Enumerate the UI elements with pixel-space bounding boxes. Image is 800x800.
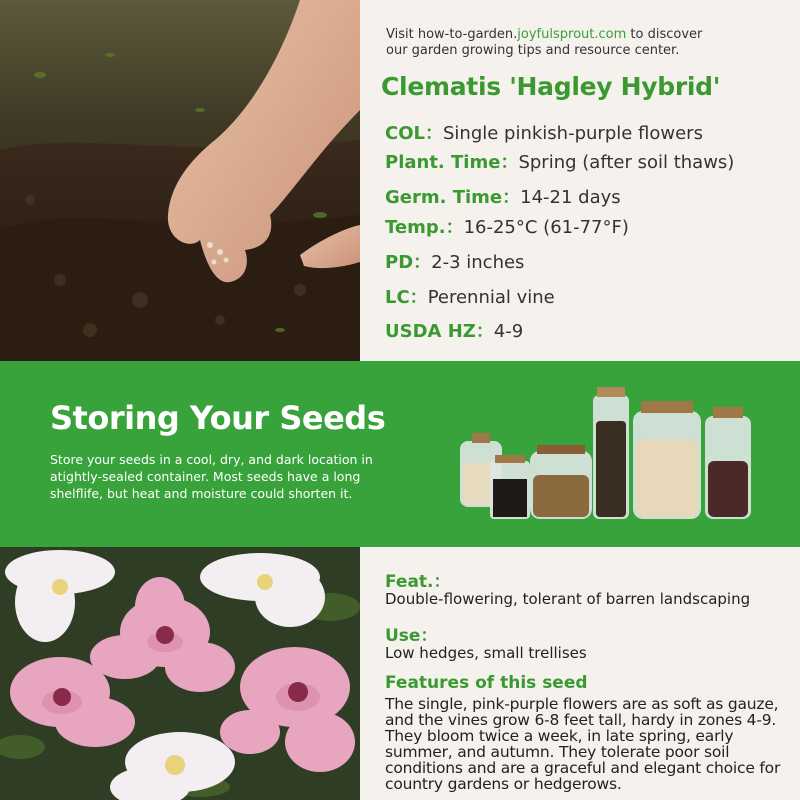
jar-seeds	[596, 421, 626, 517]
spec-label: PD：	[385, 252, 432, 273]
jar-seeds	[493, 479, 527, 517]
jar-cork	[597, 387, 625, 397]
bottom-section	[0, 547, 800, 800]
jar-cork	[472, 433, 490, 443]
use-text: Low hedges, small trellises	[385, 644, 587, 662]
jar-seeds	[636, 439, 698, 517]
jar-seeds	[708, 461, 748, 517]
spec-label: Germ. Time：	[385, 187, 521, 208]
spec-label: Temp.：	[385, 217, 464, 238]
spec-germ-time	[385, 183, 621, 209]
storing-title: Storing Your Seeds	[50, 399, 386, 437]
spec-value: 16-25°C (61-77°F)	[463, 217, 629, 238]
website-link[interactable]: joyfulsprout.com	[517, 27, 627, 42]
visit-text-start: Visit how-to-garden.	[386, 27, 518, 42]
spec-value: 14-21 days	[520, 187, 621, 208]
spec-value: 2-3 inches	[431, 252, 525, 273]
storing-seeds-band	[0, 361, 800, 547]
features-text: The single, pink-purple flowers are as soft as gauze, and the vines grow 6-8 feet tall, hardy in zones 4-9. They bloom twice a week, in late spring, early summer, and autumn. They tolerate poor soil conditions and are a graceful and elegant choice for country gardens or hedgerows.	[385, 695, 781, 793]
clematis-illustration	[0, 547, 360, 800]
clematis-flowers-photo	[0, 547, 360, 800]
soil-hand-photo	[0, 0, 360, 361]
spec-temperature	[385, 213, 629, 239]
spec-label: COL：	[385, 123, 443, 144]
spec-value: Spring (after soil thaws)	[518, 152, 735, 173]
seed-jars-illustration	[455, 383, 760, 523]
jar-cork	[641, 401, 693, 413]
spec-usda-zone	[385, 317, 523, 343]
spec-label: LC：	[385, 287, 428, 308]
spec-label: USDA HZ：	[385, 321, 494, 342]
features-label: Features of this seed	[385, 673, 588, 693]
top-section	[0, 0, 800, 361]
jar-cork	[495, 455, 525, 463]
spec-life-cycle	[385, 283, 555, 309]
visit-text-line2: our garden growing tips and resource center.	[386, 43, 680, 58]
visit-website-note	[386, 27, 786, 59]
visit-text-end: to discover	[626, 27, 703, 42]
spec-planting-depth	[385, 248, 524, 274]
seed-details-panel	[360, 547, 800, 800]
spec-value: Perennial vine	[427, 287, 555, 308]
use-label: Use：	[385, 626, 438, 646]
spec-plant-time	[385, 148, 734, 174]
jar-cork	[537, 445, 585, 454]
jar-seeds	[533, 475, 589, 517]
soil-hand-illustration	[0, 0, 360, 361]
plant-info-panel	[360, 0, 800, 361]
jar-cork	[713, 407, 743, 418]
feat-text: Double-flowering, tolerant of barren landscaping	[385, 590, 751, 608]
spec-label: Plant. Time：	[385, 152, 519, 173]
spec-color	[385, 119, 703, 145]
storing-text: Store your seeds in a cool, dry, and dark location in atightly-sealed container. Most seeds have a long shelflife, but heat and moisture could shorten it.	[50, 452, 373, 501]
spec-value: 4-9	[493, 321, 524, 342]
spec-value: Single pinkish-purple flowers	[442, 123, 703, 144]
feat-label: Feat.：	[385, 572, 451, 592]
plant-title: Clematis 'Hagley Hybrid'	[381, 72, 721, 101]
